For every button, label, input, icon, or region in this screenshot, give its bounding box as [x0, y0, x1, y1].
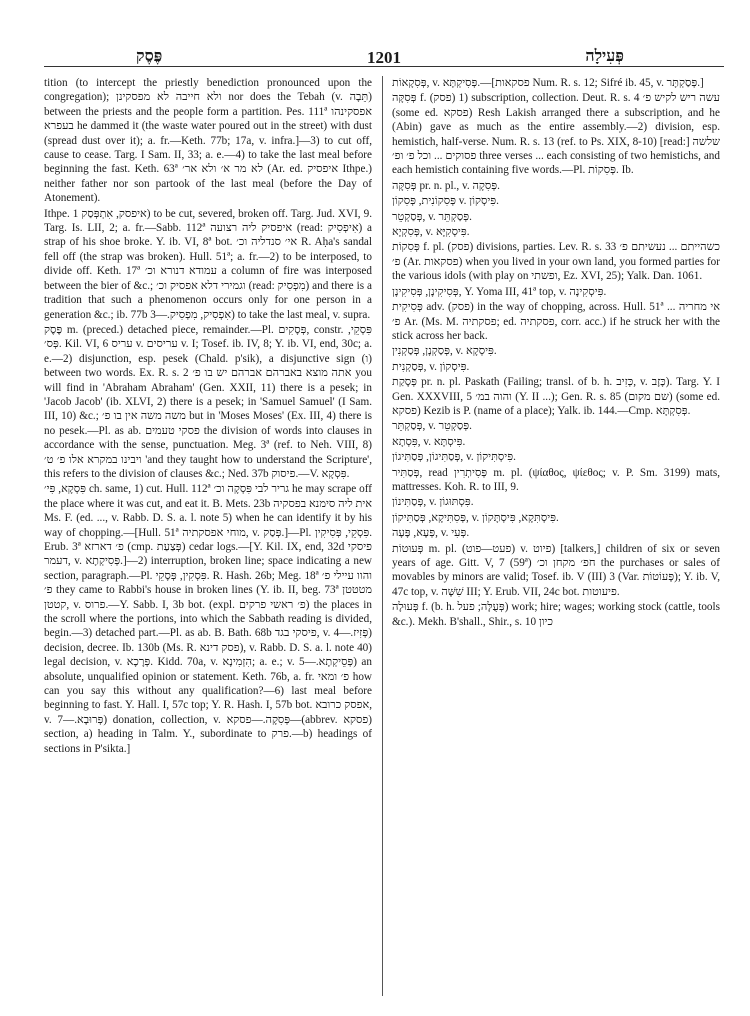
- entry-pastika: פְּסִתִּיקָא, פְּסַתִּיקוֹן, v. פִּיסְתִּקָא, פִּיסְתָּקוֹן.: [392, 511, 559, 524]
- entry-continued-pasak: tition (to intercept the priestly benediction pronounced upon the congregation); ולא חייבה לא מפסקינן nor does the Tebah (v. תֵּבָה) between the priests and the people form a partition. Pes. 111ª אפסקינהו בעפרא he dammed it (the waste water poured out in the street) with dust (spread dust over it); a. fr.—Keth. 77b; 17a, v. infra.]—3) to cut off, cause to cease. Targ. I Sam. II, 33; a. e.—4) to take the last meal before beginning the fast. Keth. 63ª לא מר א׳ ולא אר׳ (Ar. ed. איפסיק Ithpe.) neither father nor son partook of the last meal (before the Day of Atonement).: [44, 77, 372, 205]
- entry-pista: פִּסְתָא, v. פִּיסְתָּא.: [392, 435, 466, 448]
- column-divider: [382, 76, 383, 996]
- entry-piska: פִּסְקָא, פִּי׳ ch. same, 1) cut. Hull. 112ª גריר לבי פִּסְקָה וכ׳ he may scrape off the place where it was cut, and eat it. B. Mets. 23b אית ליה סימנא בפסקיה Ms. F. (ed. ..., v. Rabb. D. S. a. l. note 5) when he can identify it by his way of chopping.—[Hull. 51ª מוחי אפסקתיה, v. פְּסַק.]—Pl. פִּסְקֵי, פְּסִיקִין. Erub. 3ª פ׳ דארזא (cmp. פְּצַעַת) cedar logs.—[Y. Kil. IX, end, 32d פיסקי דעמר, v. פְּסִיקְתָא.]—2) interruption, broken line; space indicating a new section, paragraph.—Pl. פִּסְקִין, פְּסָקֵי. R. Hash. 26b; Meg. 18ª והוו עיילי פ׳ פ׳ they came to Rabbi's house in broken lines (Y. ib. II, beg. 73ª מטטטן קטטן, v. פרוס.—Y. Sabb. I, 3b bot. (expl. פ׳ ראשי פרקים) the places in the scroll where the portions, into which the Sabbath reading is divided, begin.—3) detached part.—Pl. as ab. B. Bath. 68b פיסקי בגד, v. פְּזִיז.—4) decision, decree. Ib. 130b (Ms. R. פסק דינא), v. Rabb. D. S. a. l. note 40) legal decision, v. פְּרָכָא. Kidd. 70a, v. הִזְמִינָא; a. e.; v. פְּסֵיקְתָא.—5) an absolute, unqualified opinion or statement. Keth. 76b, a. fr. פ׳ ומאי how can you say this without any qualification?—6) last meal before beginning to fast. Y. Hall. I, 57c top; Y. R. Hash. I, 57b bot. אפסק כרובא, v. פְּרוּבָא.—7) donation, collection, v. פְּסִקָה.—פסקא—(abbrev. פסקא) section, a) heading in Talm. Y., subordinate to פרק.—b) headings of sections in P'sikta.]: [44, 483, 373, 755]
- left-running-head: פֶּסֶק: [136, 48, 163, 65]
- right-running-head: פְּעִילָה: [585, 48, 624, 65]
- entry-peutoth: פְּעוּטוֹת m. pl. (פעט—פוט) v. פיוט) [talkers,] children of six or seven years of age. Gitt. V, 7 (59ª) חפ׳ מקחן וכ׳ the purchases or sales of movables by minors are valid; Tosef. ib. V (III) 3 (Var. פָּעוֹטוֹת); Y. ib. V, 47c top, v. שִׁשָּׁה III; Y. Erub. VII, 24c bot. פיעוטות.: [392, 542, 720, 598]
- entry-piskonith: פְּסִקוֹנִית, פְּסִקוֹן v. פִּיסְקוֹן.: [392, 195, 499, 208]
- left-column: [44, 76, 372, 757]
- entry-piskah-place: פְּסִקָּה pr. n. pl., v. פְּסִקָה.: [392, 179, 500, 192]
- entry-paskenith: פְּסַקְנִית, v. פִּיסְקוֹן.: [392, 360, 470, 373]
- entry-ithpe: Ithpe. איפסק, אִתְפְּסַק 1) to be cut, severed, broken off. Targ. Jud. XVI, 9. Targ. Is. LII, 2; a. fr.—Sabb. 112ª איפסיק ליה רצועה (read: אִיפְסִיק) a strap of his shoe broke. Y. ib. VI, 8ª bot. אי׳ סנדליה וכ׳ R. Aḥa's sandal fell off (the strap was broken). Hull. 51ª; a. fr.—2) to be interposed, to divide off. Keth. 17ª עמודא דנורא וכ׳ a column of fire was interposed between the bier of &c.; וגמירי דלא אפסיק וכ׳ (read: מִפְסִיק) and there is a tradition that such a phenomenon occurs only for one person in a generation &c.; ib. 77b אִפְסִיק, מִפְסִיק.—3) to take the last meal, v. supra.: [44, 207, 372, 321]
- entry-pesikoth: פְּסִקוֹת f. pl. (פסק) divisions, parties. Lev. R. s. 33 כשהייתם ... נעשיתם פ׳ פ׳ (Ar. פסקאות) when you lived in your own land, you formed parties for the various idols (with play on ופשתי, Ez. XVI, 25); Yalk. Dan. 1061.: [392, 241, 720, 283]
- page-header: [44, 36, 724, 67]
- entry-pastigon: פְּסַתִּיגוֹן, פְּסַתִּיגוֹן, v. פִּיסְתִּיקוֹן.: [392, 451, 516, 464]
- entry-piskia: פְּסִקְיָא, v. פִּיסְקִיָּא.: [392, 226, 470, 239]
- entry-pesek: פֶּסֶק m. (preced.) detached piece, remainder.—Pl. פְּסָקִים, constr. פִּסְקֵי, פְּס׳. Kil. VI, 6 עריס v. עריסים v. I; Tosef. ib. IV, 8; Y. ib. VI, end, 30c; a. e.—2) disjunction, esp. pesek (Chald. p'sik), a disjunctive sign (ו) between two words. Ex. R. s. 2 אתה מוצא באברהם אברהם יש בו פ׳ you will find in 'Abraham Abraham' (Gen. XXII, 11) there is a pesek; in 'Jacob Jacob' (ib. XLVI, 2) there is a pesek; in 'Samuel Samuel' (I Sam. III, 10) &c.; משה משה אין בו פ׳ but in 'Moses Moses' (Ex. III, 4) there is no pesek.—Pl. as ab. פסקי טעמים the division of words into clauses in accordance with the sense, punctuation. Meg. 3ª (ref. to Neh. VIII, 8) ויבינו במקרא אלו פ׳ ט׳ 'and they taught how to understand the Scripture', this refers to the division of clauses &c.; Ned. 37b פיסוק.—V. פִּסְקָא.: [44, 323, 373, 480]
- entry-paskenan: פְּסַקְנָן, פְּסַקְנִין, v. פִּיסְקָא.: [392, 345, 497, 358]
- entry-pesikith: פְּסִיקִית adv. (פסק) in the way of chopping, across. Hull. 51ª ... אי מחריה פ׳ Ar. (Ms. M. פסקתיה; ed. פסקתיה, corr. acc.) if he struck her with the stick across her back.: [392, 301, 721, 342]
- right-column: [392, 76, 720, 630]
- entry-pea: פְּעָא, פָּעָה, v. פְּעִי.: [392, 527, 470, 540]
- entry-pesikah: פְּסִקָּה f. (פסק) 1) subscription, collection. Deut. R. s. 4 עשה ריש לקיש פ׳ (some ed. פסקא) Resh Lakish arranged there a subscription, and he (Abin) gave as much as the entire assembly.—2) division, esp. hemistich, half-verse. Num. R. s. 13 (ref. to Ps. XIX, 8-10) [read:] שלשה פסוקים ... וכל פ׳ ופ׳ three verses ... each consisting of two hemistichs, and each hemistich containing five words.—Pl. פְּסִקוֹת. Ib.: [392, 92, 720, 177]
- entry-paskter: פְּסַקְתֵּר, v. פְּסַקְטֵר.: [392, 420, 472, 433]
- entry-pesikaoth: פְּסִקָאוֹת, v. פְּסִיקְתָּא.—[פסקאות Num. R. s. 12; Sifré ib. 45, v. פְּסַקְתָּר.]: [392, 77, 704, 89]
- entry-paskath: פְּסָקַת pr. n. pl. Paskath (Failing; transl. of b. h. כְּזִיב, v. כָּזָב). Targ. Y. I Gen. XXXVIII, 5 והוה במ׳ (Y. II ...); Gen. R. s. 85 (שם מקום) (some ed. פסקא) Kezib is P. (name of a place); Yalk. ib. 144.—Cmp. פְּסִקְתָּא.: [392, 376, 720, 417]
- entry-pastir: פְּסַתִּיר, read פְּסִיתְרִין m. pl. (ψίαθος, ψίεθος; v. P. Sm. 3199) mats, mattresses. Koh. R. to III, 9.: [392, 466, 720, 493]
- entry-pesikinan: פְּסִיקִינָן, פְּסִיקִינָן, Y. Yoma III, 41ª top, v. פִּיסְקִינָה.: [392, 285, 607, 298]
- entry-pastinon: פְּסַתִּינוֹן, v. פִּסְתּוּגוֹן.: [392, 496, 474, 509]
- page-number: 1201: [367, 48, 401, 67]
- dictionary-page: [44, 36, 724, 996]
- entry-peulah: פְּעוּלָה f. (b. h. פְּעֻלָּה; פעל) work; hire; wages; working stock (cattle, tools &c.). Mekh. B'shall., Shir., s. 10 כיון: [392, 601, 720, 628]
- entry-paskater: פְּסַקְטֵר, v. פְּסַקְתֵּר.: [392, 210, 472, 223]
